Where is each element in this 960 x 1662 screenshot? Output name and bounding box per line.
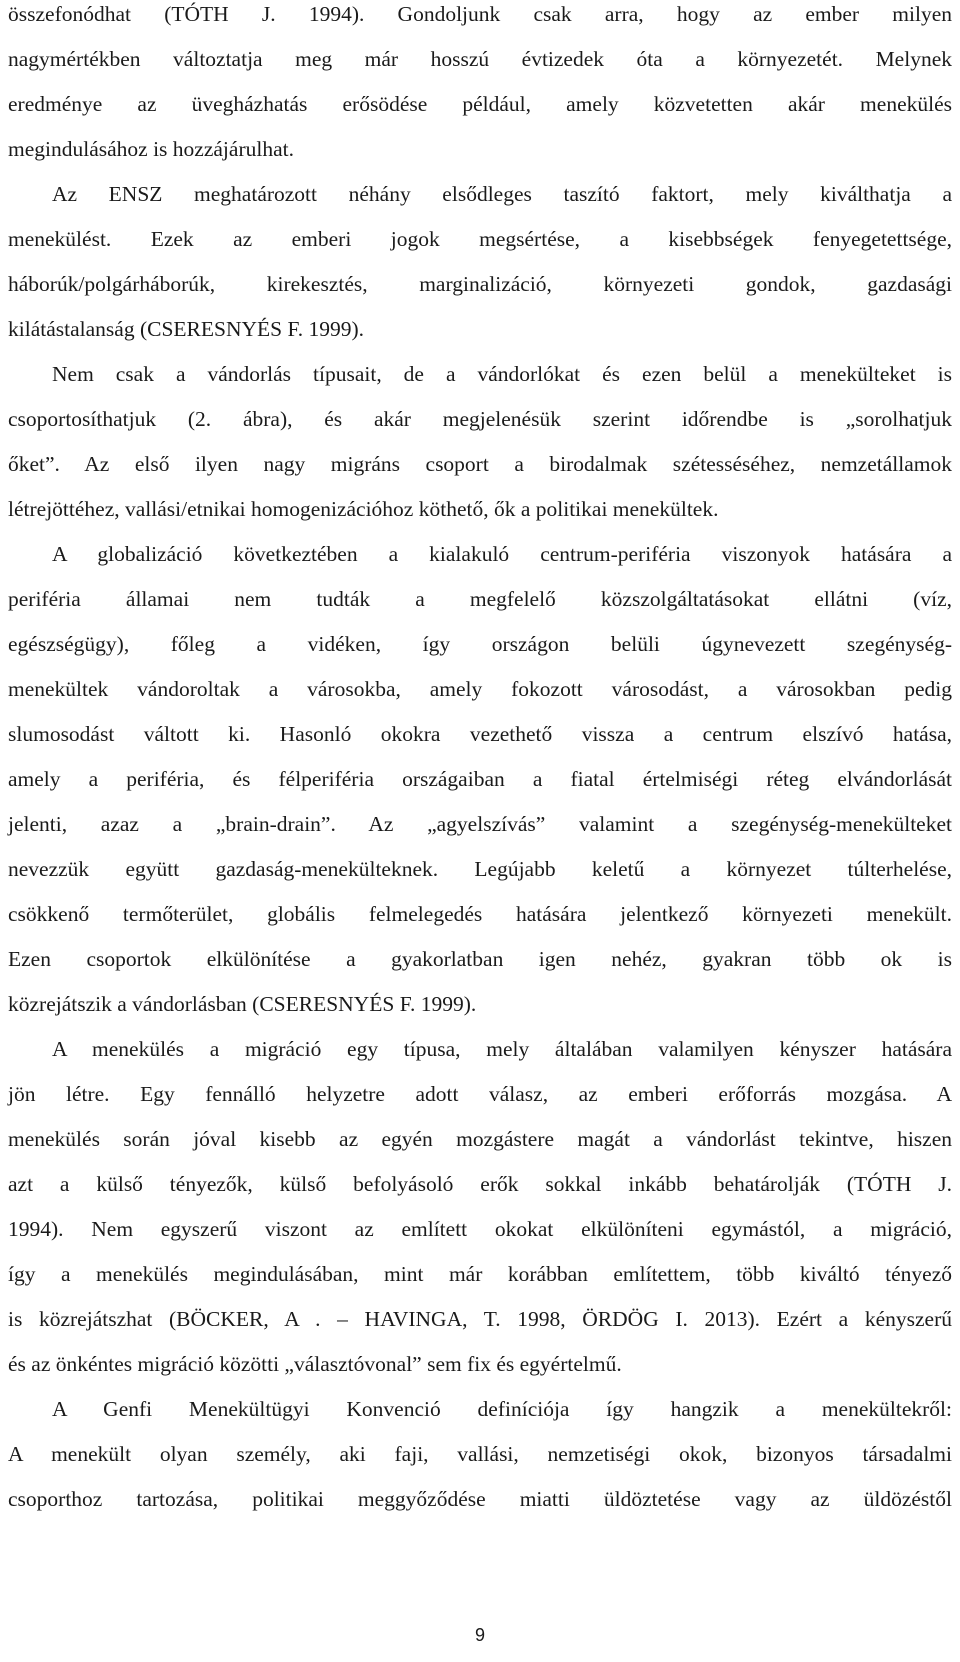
text-line: kilátástalanság (CSERESNYÉS F. 1999). xyxy=(8,317,364,341)
text-line: összefonódhat (TÓTH J. 1994). Gondoljunk csak arra, hogy az ember milyen xyxy=(8,2,952,26)
text-line: A Genfi Menekültügyi Konvenció definíciója így hangzik a menekültekről: xyxy=(52,1397,952,1421)
text-line: azt a külső tényezők, külső befolyásoló erők sokkal inkább behatárolják (TÓTH J. xyxy=(8,1172,952,1196)
text-line: közrejátszik a vándorlásban (CSERESNYÉS F. 1999). xyxy=(8,992,477,1016)
text-line: is közrejátszhat (BÖCKER, A . – HAVINGA, T. 1998, ÖRDÖG I. 2013). Ezért a kényszerű xyxy=(8,1307,952,1331)
text-line: és az önkéntes migráció közötti „választóvonal” sem fix és egyértelmű. xyxy=(8,1352,622,1376)
text-line: menekülés során jóval kisebb az egyén mozgástere magát a vándorlást tekintve, hiszen xyxy=(8,1127,952,1151)
text-line: periféria államai nem tudták a megfelelő közszolgáltatásokat ellátni (víz, xyxy=(8,587,952,611)
text-line: jön létre. Egy fennálló helyzetre adott válasz, az emberi erőforrás mozgása. A xyxy=(8,1082,952,1106)
text-line: háborúk/polgárháborúk, kirekesztés, marginalizáció, környezeti gondok, gazdasági xyxy=(8,272,952,296)
text-line: csoporthoz tartozása, politikai meggyőződése miatti üldöztetése vagy az üldözéstől xyxy=(8,1487,952,1511)
text-line: jelenti, azaz a „brain-drain”. Az „agyelszívás” valamint a szegénység-menekülteket xyxy=(8,812,952,836)
text-line: így a menekülés megindulásában, mint már korábban említettem, több kiváltó tényező xyxy=(8,1262,952,1286)
text-line: Az ENSZ meghatározott néhány elsődleges taszító faktort, mely kiválthatja a xyxy=(52,182,952,206)
page-number: 9 xyxy=(474,1625,485,1645)
text-line: Nem csak a vándorlás típusait, de a vándorlókat és ezen belül a menekülteket is xyxy=(52,362,952,386)
text-line: eredménye az üvegházhatás erősödése például, amely közvetetten akár menekülés xyxy=(8,92,952,116)
text-line: csoportosíthatjuk (2. ábra), és akár megjelenésük szerint időrendbe is „sorolhatjuk xyxy=(8,407,952,431)
text-line: A menekült olyan személy, aki faji, vallási, nemzetiségi okok, bizonyos társadalmi xyxy=(8,1442,952,1466)
text-line: nevezzük együtt gazdaság-menekülteknek. Legújabb keletű a környezet túlterhelése, xyxy=(8,857,952,881)
text-line: létrejöttéhez, vallási/etnikai homogenizációhoz köthető, ők a politikai menekültek. xyxy=(8,497,719,521)
text-line: csökkenő termőterület, globális felmelegedés hatására jelentkező környezeti menekült. xyxy=(8,902,952,926)
text-line: slumosodást váltott ki. Hasonló okokra vezethető vissza a centrum elszívó hatása, xyxy=(8,722,952,746)
text-line: A menekülés a migráció egy típusa, mely általában valamilyen kényszer hatására xyxy=(52,1037,952,1061)
text-line: megindulásához is hozzájárulhat. xyxy=(8,137,294,161)
text-line: amely a periféria, és félperiféria országaiban a fiatal értelmiségi réteg elvándorlását xyxy=(8,767,952,791)
text-line: őket”. Az első ilyen nagy migráns csoport a birodalmak szétesséséhez, nemzetállamok xyxy=(8,452,952,476)
text-line: nagymértékben változtatja meg már hosszú évtizedek óta a környezetét. Melynek xyxy=(8,47,952,71)
text-line: 1994). Nem egyszerű viszont az említett okokat elkülöníteni egymástól, a migráció, xyxy=(8,1217,952,1241)
text-line: menekültek vándoroltak a városokba, amely fokozott városodást, a városokban pedig xyxy=(8,677,952,701)
text-line: egészségügy), főleg a vidéken, így országon belüli úgynevezett szegénység- xyxy=(8,632,952,656)
text-line: A globalizáció következtében a kialakuló centrum-periféria viszonyok hatására a xyxy=(52,542,952,566)
text-line: Ezen csoportok elkülönítése a gyakorlatban igen nehéz, gyakran több ok is xyxy=(8,947,952,971)
text-line: menekülést. Ezek az emberi jogok megsértése, a kisebbségek fenyegetettsége, xyxy=(8,227,952,251)
